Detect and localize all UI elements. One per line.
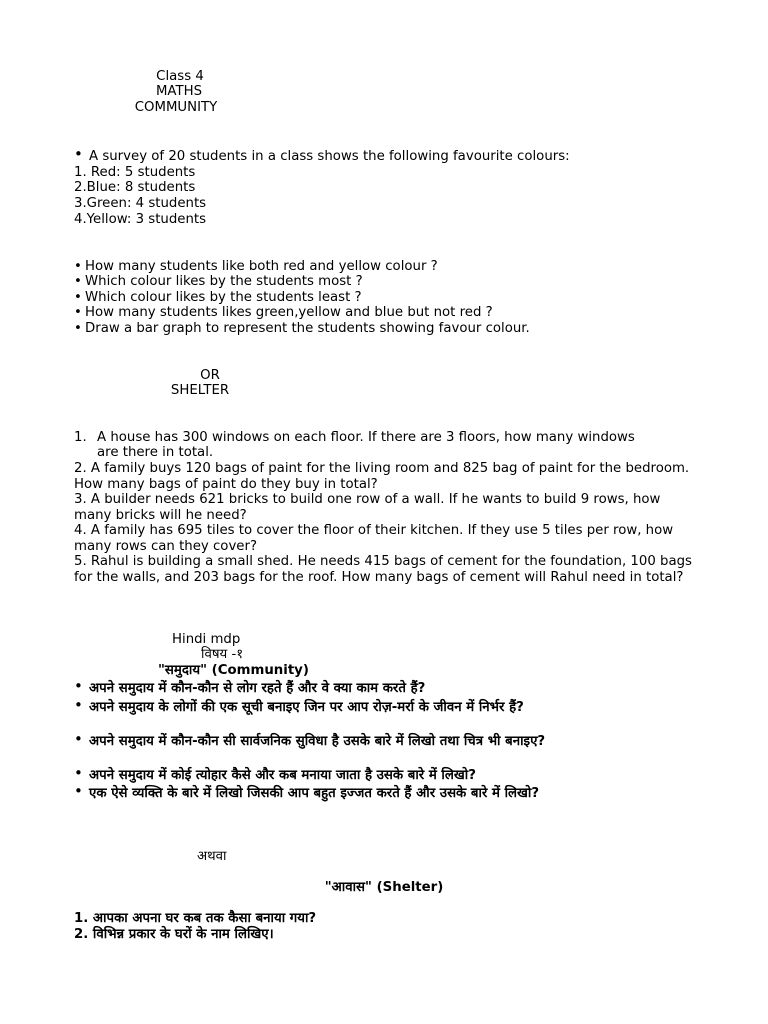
- bullet-icon: •: [74, 782, 83, 800]
- hindi-subtitle: विषय -१: [201, 647, 244, 662]
- bullet-icon: •: [74, 677, 83, 695]
- shelter-question: 2. विभिन्न प्रकार के घरों के नाम लिखिए।: [74, 927, 274, 942]
- bullet-icon: •: [74, 290, 82, 305]
- bullet-icon: •: [74, 321, 82, 336]
- survey-item-red: 1. Red: 5 students: [74, 165, 196, 180]
- shelter-label: SHELTER: [170, 383, 230, 398]
- community-heading: "समुदाय" (Community): [158, 663, 309, 678]
- survey-item-blue: 2.Blue: 8 students: [74, 180, 196, 195]
- question-item: Draw a bar graph to represent the students showing favour colour.: [85, 321, 530, 336]
- problem-text: 4. A family has 695 tiles to cover the floor of their kitchen. If they use 5 tiles per row, how many rows can they cover?: [74, 523, 674, 554]
- problem-text: 2. A family buys 120 bags of paint for the living room and 825 bag of paint for the bedroom. How many bags of paint do they buy in total?: [74, 461, 690, 492]
- bullet-icon: •: [74, 274, 82, 289]
- question-item: How many students likes green,yellow and blue but not red ?: [85, 305, 493, 320]
- problem-text: 5. Rahul is building a small shed. He needs 415 bags of cement for the foundation, 100 bags for the walls, and 203 bags for the roof. How many bags of cement will Rahul need in total?: [74, 554, 692, 585]
- community-question: अपने समुदाय के लोगों की एक सूची बनाइए जिन पर आप रोज़-मर्रा के जीवन में निर्भर हैं?: [89, 700, 524, 715]
- shelter-question: 1. आपका अपना घर कब तक कैसा बनाया गया?: [74, 911, 317, 926]
- question-item: Which colour likes by the students least ?: [85, 290, 362, 305]
- bullet-icon: •: [74, 259, 82, 274]
- community-question: एक ऐसे व्यक्ति के बारे में लिखो जिसकी आप बहुत इज्जत करते हैं और उसके बारे में लिखो?: [89, 786, 540, 801]
- topic-heading: COMMUNITY: [134, 100, 218, 115]
- community-question: अपने समुदाय में कोई त्योहार कैसे और कब मनाया जाता है उसके बारे में लिखो?: [89, 768, 476, 783]
- problem-text: are there in total.: [97, 445, 214, 460]
- hindi-or-label: अथवा: [197, 849, 227, 864]
- or-label: OR: [200, 368, 220, 383]
- bullet-icon: •: [74, 764, 83, 782]
- question-item: How many students like both red and yellow colour ?: [85, 259, 438, 274]
- problem-text: A house has 300 windows on each floor. If there are 3 floors, how many windows: [97, 430, 635, 445]
- question-item: Which colour likes by the students most ?: [85, 274, 363, 289]
- bullet-icon: •: [74, 696, 83, 714]
- bullet-icon: •: [74, 730, 83, 748]
- shelter-heading: "आवास" (Shelter): [324, 880, 444, 895]
- survey-intro: A survey of 20 students in a class shows the following favourite colours:: [89, 149, 570, 164]
- community-question: अपने समुदाय में कौन-कौन से लोग रहते हैं और वे क्या काम करते हैं?: [89, 681, 426, 696]
- survey-item-yellow: 4.Yellow: 3 students: [74, 212, 207, 227]
- problem-number: 1.: [74, 430, 87, 445]
- class-heading: Class 4: [156, 69, 204, 84]
- community-question: अपने समुदाय में कौन-कौन सी सार्वजनिक सुविधा है उसके बारे में लिखो तथा चित्र भी बनाइए?: [89, 734, 546, 749]
- hindi-title: Hindi mdp: [172, 632, 241, 647]
- bullet-icon: •: [74, 145, 83, 163]
- bullet-icon: •: [74, 305, 82, 320]
- subject-heading: MATHS: [155, 84, 203, 99]
- survey-item-green: 3.Green: 4 students: [74, 196, 207, 211]
- problem-text: 3. A builder needs 621 bricks to build one row of a wall. If he wants to build 9 rows, how many bricks will he need?: [74, 492, 661, 523]
